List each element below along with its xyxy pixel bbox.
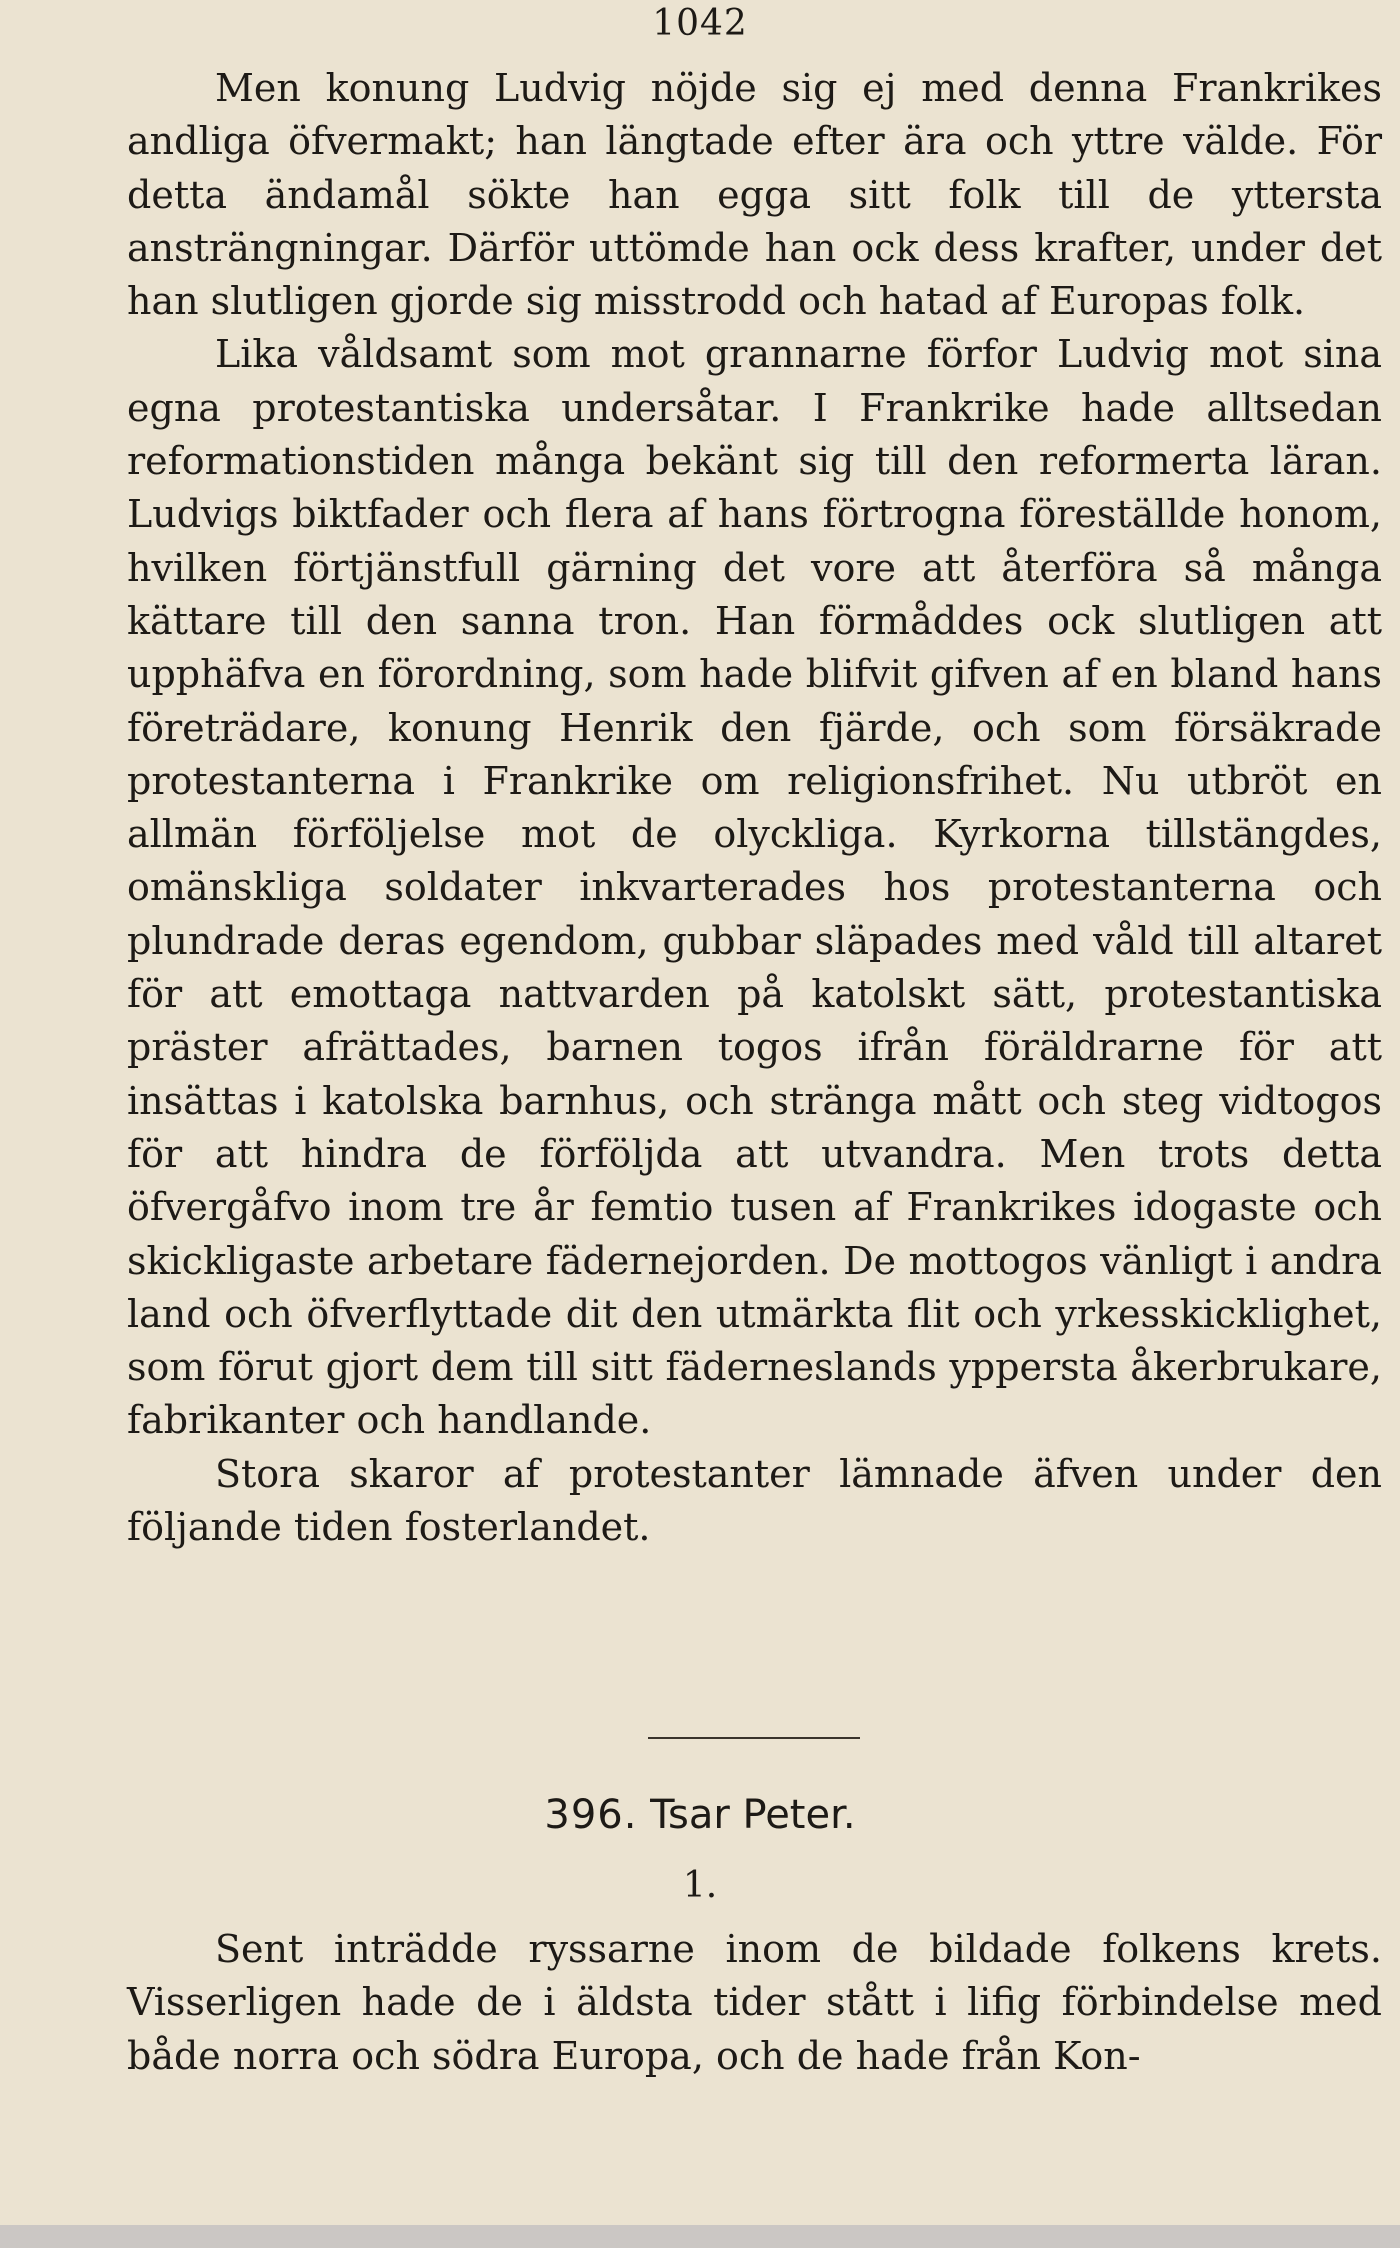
subsection-number: 1.: [682, 1865, 718, 1906]
section-divider: [648, 1737, 860, 1739]
section-title: Tsar Peter.: [650, 1792, 856, 1838]
page-number: 1042: [652, 3, 748, 44]
paragraph: Sent inträdde ryssarne inom de bildade folkens krets. Visserligen hade de i äldsta tider stått i lifig förbindelse med både norra och södra Europa, och de hade från Kon-: [127, 1927, 1382, 2078]
section-heading: [0, 1791, 1400, 1839]
section-text: [127, 1923, 1382, 2083]
paragraph: Stora skaror af protestanter lämnade äfven under den följande tiden fosterlandet.: [127, 1451, 1382, 1550]
paragraph: Men konung Ludvig nöjde sig ej med denna Frankrikes andliga öfvermakt; han längtade efter ära och yttre välde. För detta ändamål sökte han egga sitt folk till de yttersta ansträngningar. Därför uttömde han ock dess krafter, under det han slutligen gjorde sig misstrodd och hatad af Europas folk.: [127, 66, 1382, 324]
main-text: [127, 62, 1382, 1554]
paragraph: Lika våldsamt som mot grannarne förfor Ludvig mot sina egna protestantiska undersåtar. I Frankrike hade alltsedan reformationstiden många bekänt sig till den reformerta läran. Ludvigs biktfader och flera af hans förtrogna föreställde honom, hvilken förtjänstfull gärning det vore att återföra så många kättare till den sanna tron. Han förmåddes ock slutligen att upphäfva en förordning, som hade blifvit gifven af en bland hans företrädare, konung Henrik den fjärde, och som försäkrade protestanterna i Frankrike om religionsfrihet. Nu utbröt en allmän förföljelse mot de olyckliga. Kyrkorna tillstängdes, omänskliga soldater inkvarterades hos protestanterna och plundrade deras egendom, gubbar släpades med våld till altaret för att emottaga nattvarden på katolskt sätt, protestantiska präster afrättades, barnen togos ifrån föräldrarne för att insättas i katolska barnhus, och stränga mått och steg vidtogos för att hindra de förföljda att utvandra. Men trots detta öfvergåfvo inom tre år femtio tusen af Frankrikes idogaste och skickligaste arbetare fädernejorden. De mottogos vänligt i andra land och öfverflyttade dit den utmärkta flit och yrkesskicklighet, som förut gjort dem till sitt fäderneslands yppersta åkerbrukare, fabrikanter och handlande.: [127, 332, 1382, 1443]
scan-bottom-edge: [0, 2225, 1400, 2248]
section-number: 396.: [544, 1792, 638, 1838]
